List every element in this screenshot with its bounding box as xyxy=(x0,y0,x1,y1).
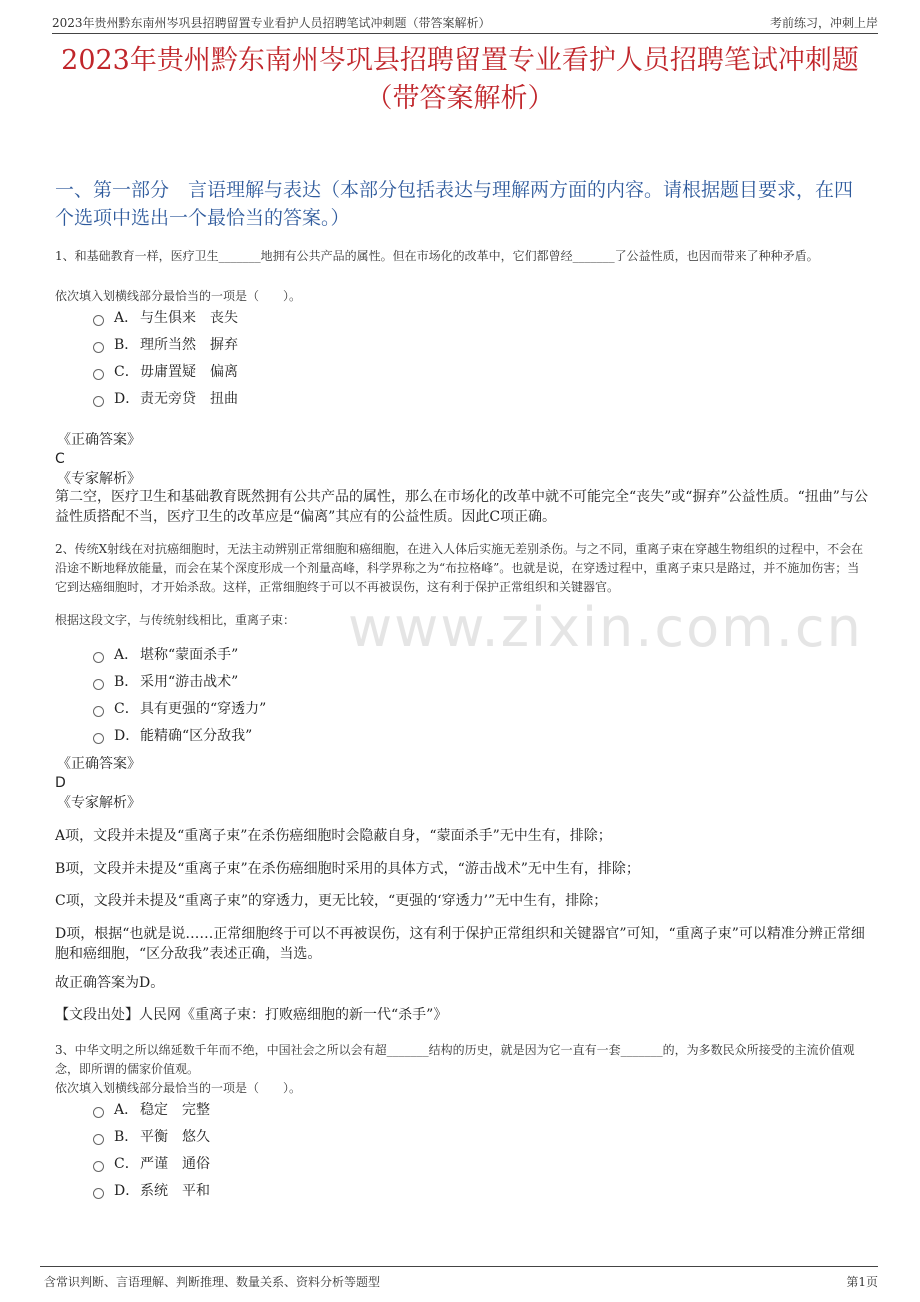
page-header xyxy=(52,10,878,34)
question-2-prompt: 根据这段文字，与传统射线相比，重离子束： xyxy=(55,613,296,627)
question-1-analysis-label: 《专家解析》 xyxy=(57,471,141,487)
option-letter: B． xyxy=(114,674,139,690)
question-2-answer: D xyxy=(55,775,66,791)
footer-topics: 含常识判断、言语理解、判断推理、数量关系、资料分析等题型 xyxy=(44,1275,381,1289)
question-1-analysis: 第二空，医疗卫生和基础教育既然拥有公共产品的属性，那么在市场化的改革中就不可能完全“丧失”或“摒弃”公益性质。“扭曲”与公益性质搭配不当，医疗卫生的改革应是“偏离”其应有的公益性质。因此C项正确。 xyxy=(55,489,868,525)
radio-icon[interactable] xyxy=(93,733,104,744)
radio-icon[interactable] xyxy=(93,342,104,353)
radio-icon[interactable] xyxy=(93,679,104,690)
question-1-option-b[interactable] xyxy=(93,335,238,355)
question-1-answer: C xyxy=(55,451,65,467)
question-2-analysis-a: A项，文段并未提及“重离子束”在杀伤癌细胞时会隐蔽自身，“蒙面杀手”无中生有，排除； xyxy=(55,828,612,844)
option-letter: B． xyxy=(114,337,139,353)
option-text: 系统 平和 xyxy=(140,1183,210,1199)
page-footer xyxy=(40,1266,878,1294)
question-2-analysis-b: B项，文段并未提及“重离子束”在杀伤癌细胞时采用的具体方式，“游击战术”无中生有，排除； xyxy=(55,861,640,877)
header-slogan: 考前练习，冲刺上岸 xyxy=(769,16,878,30)
question-2-answer-label: 《正确答案》 xyxy=(57,756,141,772)
question-2-option-a[interactable] xyxy=(93,645,238,665)
question-1-option-c[interactable] xyxy=(93,362,238,382)
section-title: 一、第一部分 言语理解与表达（本部分包括表达与理解两方面的内容。请根据题目要求，在四个选项中选出一个最恰当的答案。） xyxy=(55,179,854,229)
option-text: 理所当然 摒弃 xyxy=(140,337,238,353)
watermark: www.zixin.com.cn xyxy=(348,596,863,659)
document-title: 2023年贵州黔东南州岑巩县招聘留置专业看护人员招聘笔试冲刺题（带答案解析） xyxy=(61,45,859,114)
option-letter: C． xyxy=(114,1156,139,1172)
question-3-prompt: 依次填入划横线部分最恰当的一项是（ ）。 xyxy=(55,1081,302,1095)
option-text: 与生俱来 丧失 xyxy=(140,310,238,326)
option-text: 责无旁贷 扭曲 xyxy=(140,391,238,407)
radio-icon[interactable] xyxy=(93,369,104,380)
question-1-stem: 1、和基础教育一样，医疗卫生_______地拥有公共产品的属性。但在市场化的改革中，它们都曾经_______了公益性质，也因而带来了种种矛盾。 xyxy=(55,249,819,263)
option-text: 采用“游击战术” xyxy=(140,674,239,690)
question-2-option-b[interactable] xyxy=(93,672,238,692)
option-letter: B． xyxy=(114,1129,139,1145)
question-2-option-d[interactable] xyxy=(93,726,252,746)
radio-icon[interactable] xyxy=(93,396,104,407)
question-2-conclusion: 故正确答案为D。 xyxy=(55,975,165,991)
option-letter: D． xyxy=(114,391,140,407)
header-doc-title: 2023年贵州黔东南州岑巩县招聘留置专业看护人员招聘笔试冲刺题（带答案解析） xyxy=(52,16,491,30)
page-number: 第1页 xyxy=(846,1275,878,1289)
question-1-answer-label: 《正确答案》 xyxy=(57,432,141,448)
question-3-stem: 3、中华文明之所以绵延数千年而不绝，中国社会之所以会有超_______结构的历史，就是因为它一直有一套_______的，为多数民众所接受的主流价值观念，即所谓的儒家价值观。 xyxy=(55,1043,855,1076)
option-letter: C． xyxy=(114,701,139,717)
question-1-prompt: 依次填入划横线部分最恰当的一项是（ ）。 xyxy=(55,289,302,303)
question-3-option-a[interactable] xyxy=(93,1100,210,1120)
option-letter: A． xyxy=(114,647,139,663)
question-2-stem: 2、传统X射线在对抗癌细胞时，无法主动辨别正常细胞和癌细胞，在进入人体后实施无差别杀伤。与之不同，重离子束在穿越生物组织的过程中，不会在沿途不断地释放能量，而会在某个深度形成一个剂量高峰，科学界称之为“布拉格峰”。也就是说，在穿透过程中，重离子束只是路过，并不施加伤害；当它到达癌细胞时，才开始杀敌。这样，正常细胞终于可以不再被误伤，这有利于保护正常组织和关键器官。 xyxy=(55,542,864,594)
option-text: 严谨 通俗 xyxy=(140,1156,210,1172)
radio-icon[interactable] xyxy=(93,652,104,663)
question-2-analysis-d: D项，根据“也就是说……正常细胞终于可以不再被误伤，这有利于保护正常组织和关键器官”可知，“重离子束”可以精准分辨正常细胞和癌细胞，“区分敌我”表述正确，当选。 xyxy=(55,926,865,962)
question-3-option-b[interactable] xyxy=(93,1127,210,1147)
question-3-option-d[interactable] xyxy=(93,1181,210,1201)
question-2-analysis-label: 《专家解析》 xyxy=(57,795,141,811)
option-text: 具有更强的“穿透力” xyxy=(140,701,267,717)
option-text: 能精确“区分敌我” xyxy=(140,728,253,744)
question-2-option-c[interactable] xyxy=(93,699,266,719)
question-2-analysis-c: C项，文段并未提及“重离子束”的穿透力，更无比较，“更强的‘穿透力’”无中生有，排除； xyxy=(55,893,608,909)
question-1-option-a[interactable] xyxy=(93,308,238,328)
option-letter: A． xyxy=(114,310,139,326)
option-letter: D． xyxy=(114,728,140,744)
option-letter: A． xyxy=(114,1102,139,1118)
radio-icon[interactable] xyxy=(93,1161,104,1172)
option-letter: C． xyxy=(114,364,139,380)
question-3-option-c[interactable] xyxy=(93,1154,210,1174)
option-text: 堪称“蒙面杀手” xyxy=(140,647,239,663)
question-1-option-d[interactable] xyxy=(93,389,238,409)
radio-icon[interactable] xyxy=(93,706,104,717)
radio-icon[interactable] xyxy=(93,315,104,326)
option-text: 平衡 悠久 xyxy=(140,1129,210,1145)
radio-icon[interactable] xyxy=(93,1188,104,1199)
question-2-source: 【文段出处】人民网《重离子束：打败癌细胞的新一代“杀手”》 xyxy=(55,1007,448,1023)
option-text: 毋庸置疑 偏离 xyxy=(140,364,238,380)
radio-icon[interactable] xyxy=(93,1107,104,1118)
option-text: 稳定 完整 xyxy=(140,1102,210,1118)
option-letter: D． xyxy=(114,1183,140,1199)
radio-icon[interactable] xyxy=(93,1134,104,1145)
